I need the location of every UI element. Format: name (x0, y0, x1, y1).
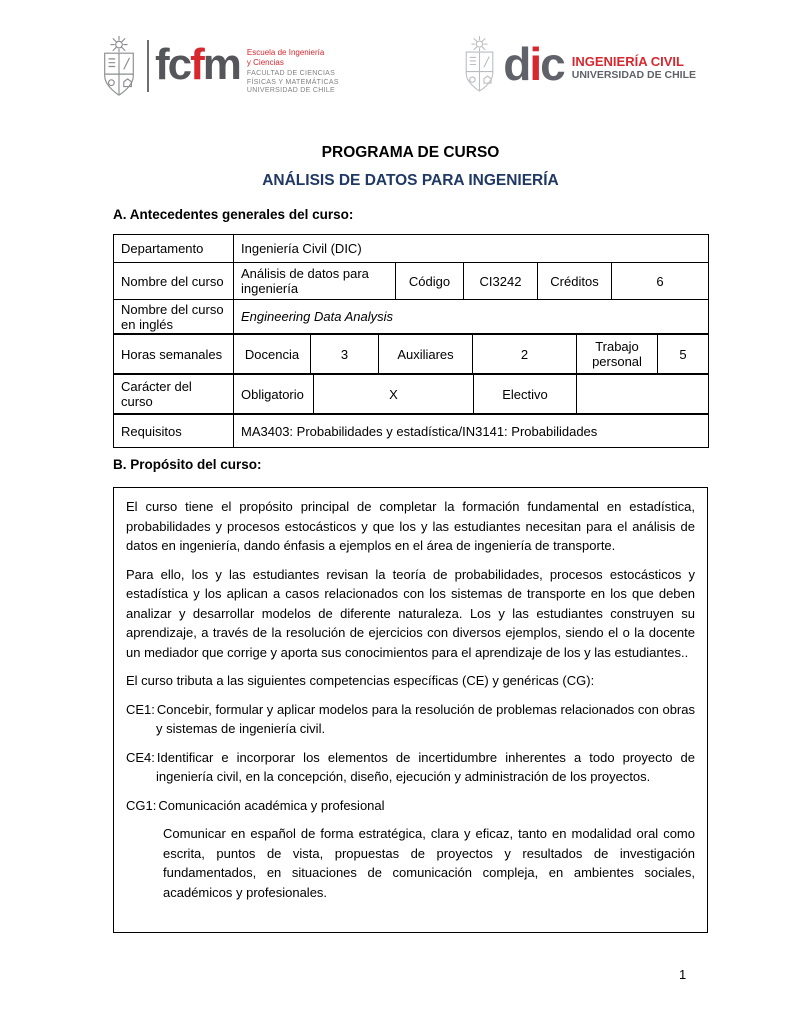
obligatorio-label: Obligatorio (234, 374, 314, 414)
table-row (114, 374, 709, 414)
codigo-label: Código (396, 263, 464, 300)
table-row (114, 235, 709, 263)
creditos-label: Créditos (538, 263, 612, 300)
page-number: 1 (679, 967, 687, 982)
requisitos-label: Requisitos (114, 414, 234, 448)
fcfm-logo-text (247, 36, 339, 96)
fcfm-school-line: y Ciencias (246, 57, 284, 67)
title-block (113, 144, 708, 190)
fcfm-logo (98, 36, 339, 97)
course-info-table (113, 234, 709, 448)
logo-divider (147, 40, 149, 92)
course-title: ANÁLISIS DE DATOS PARA INGENIERÍA (262, 172, 559, 189)
departamento-label: Departamento (114, 235, 234, 263)
purpose-paragraph: El curso tiene el propósito principal de completar la formación fundamental en estadística, probabilidades y procesos estocásticos y que los y las estudiantes necesitan para el análisis de datos en ingeniería, dando énfasis a ejemplos en el área de ingeniería de transporte. (126, 499, 695, 553)
competencia-item (126, 748, 695, 787)
nombre-ingles-value: Engineering Data Analysis (234, 300, 709, 334)
dic-logo (460, 36, 696, 93)
electivo-mark (577, 374, 709, 414)
competencia-label: CE1: (126, 701, 155, 717)
docencia-label: Docencia (234, 334, 311, 374)
obligatorio-mark: X (314, 374, 474, 414)
docencia-value: 3 (311, 334, 379, 374)
dic-wordmark: dic (503, 38, 564, 90)
creditos-value: 6 (612, 263, 709, 300)
section-b-heading: B. Propósito del curso: (113, 457, 262, 472)
table-row (114, 414, 709, 448)
competencia-item (126, 796, 695, 816)
codigo-value: CI3242 (464, 263, 538, 300)
competencia-item (126, 700, 695, 739)
fcfm-faculty-lines: FACULTAD DE CIENCIAS FÍSICAS Y MATEMÁTICAS UNIVERSIDAD DE CHILE (246, 70, 339, 94)
competencia-label: CG1: (126, 797, 157, 813)
purpose-paragraph: El curso tributa a las siguientes competencias específicas (CE) y genéricas (CG): (126, 673, 595, 688)
purpose-paragraph: Para ello, los y las estudiantes revisan la teoría de probabilidades, procesos estocásticos y estadística y los aplican a casos relacionados con los sistemas de transporte en los que deben analizar y desarrollar modelos de diferente naturaleza. Los y las estudiantes construyen su aprendizaje, a través de la resolución de ejercicios con diversos ejemplos, siendo el o la docente un mediador que corrige y aporta sus conocimientos para el aprendizaje de los y las estudiantes.. (126, 566, 695, 660)
competencia-text: Concebir, formular y aplicar modelos para la resolución de problemas relacionados con obras y sistemas de ingeniería civil. (156, 701, 695, 736)
dic-logo-text (572, 36, 696, 81)
table-row (114, 300, 709, 334)
competencia-text: Comunicación académica y profesional (158, 797, 385, 813)
cg-detail-paragraph: Comunicar en español de forma estratégica, clara y eficaz, tanto en modalidad oral como escrita, puntos de vista, propuestas de proyectos y resultados de investigación fundamentados, en situaciones de comunicación compleja, en ambientes sociales, académicos y profesionales. (163, 826, 695, 900)
dic-subtitle-line: UNIVERSIDAD DE CHILE (571, 69, 696, 81)
competencia-text: Identificar e incorporar los elementos de incertidumbre inherentes a todo proyecto de ingeniería civil, en la concepción, diseño, ejecución y administración de los proyectos. (156, 749, 695, 784)
uchile-crest-icon (98, 36, 140, 97)
auxiliares-label: Auxiliares (379, 334, 473, 374)
nombre-curso-label: Nombre del curso (114, 263, 234, 300)
header (98, 36, 696, 97)
table-row (114, 334, 709, 374)
dic-title-line: INGENIERÍA CIVIL (571, 54, 684, 69)
trabajo-personal-label: Trabajo personal (577, 334, 658, 374)
auxiliares-value: 2 (473, 334, 577, 374)
nombre-ingles-label: Nombre del curso en inglés (114, 300, 234, 334)
competencia-label: CE4: (126, 749, 155, 765)
fcfm-wordmark: fcfm (155, 40, 240, 89)
uchile-crest-outline-icon (460, 36, 499, 93)
document-title: PROGRAMA DE CURSO (321, 144, 500, 161)
electivo-label: Electivo (474, 374, 577, 414)
horas-semanales-label: Horas semanales (114, 334, 234, 374)
section-a-heading: A. Antecedentes generales del curso: (113, 207, 354, 222)
departamento-value: Ingeniería Civil (DIC) (234, 235, 709, 263)
purpose-box (113, 487, 708, 933)
caracter-curso-label: Carácter del curso (114, 374, 234, 414)
trabajo-personal-value: 5 (658, 334, 709, 374)
requisitos-value: MA3403: Probabilidades y estadística/IN3141: Probabilidades (234, 414, 709, 448)
fcfm-school-line: Escuela de Ingeniería (246, 48, 325, 57)
nombre-curso-value: Análisis de datos para ingeniería (234, 263, 396, 300)
table-row (114, 263, 709, 300)
